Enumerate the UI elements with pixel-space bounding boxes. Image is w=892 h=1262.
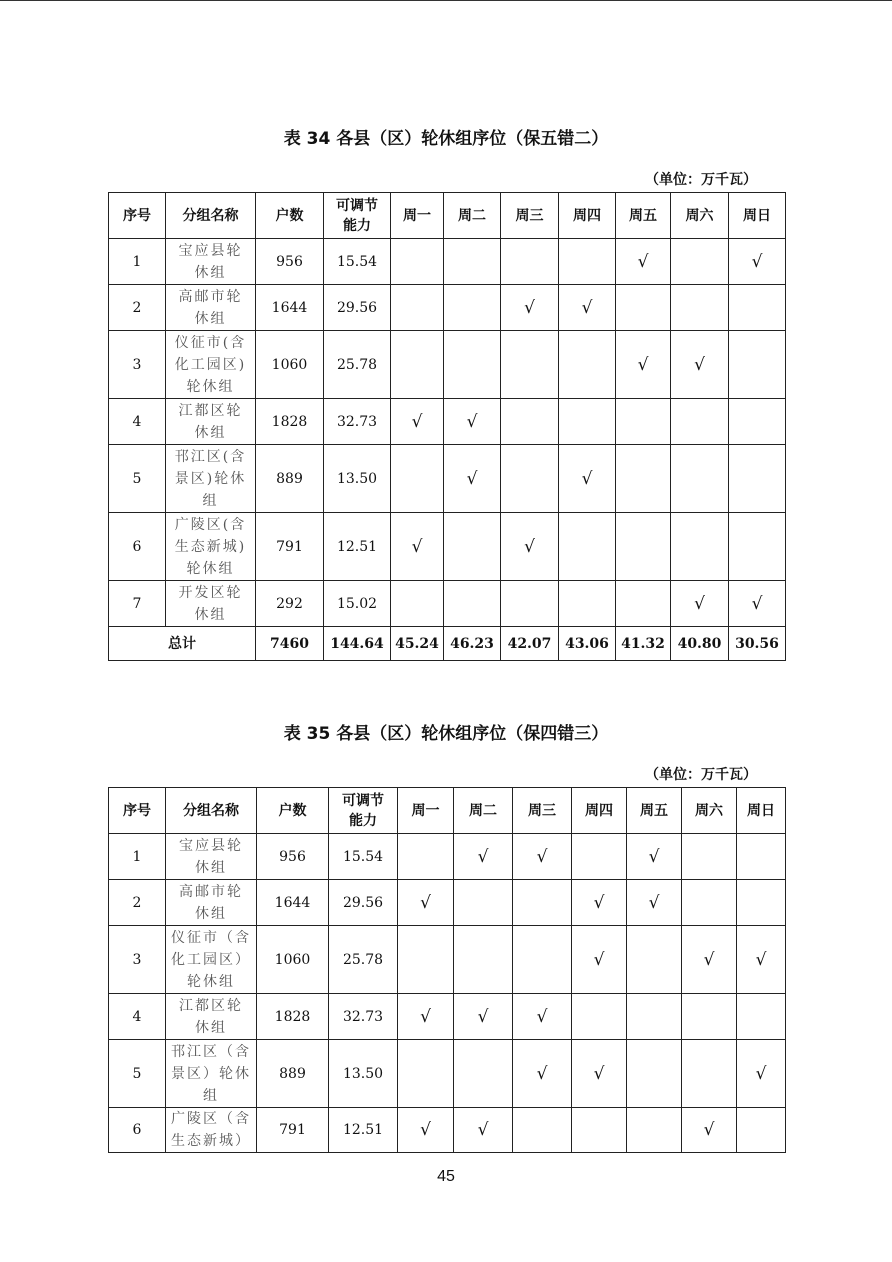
table-row [109, 239, 786, 285]
check-mark: √ [454, 834, 513, 880]
table-35 [108, 787, 786, 1153]
adjustable-capacity: 15.54 [324, 239, 391, 285]
check-mark: √ [616, 239, 671, 285]
group-name: 江都区轮 休组 [166, 399, 256, 445]
empty-day-cell [444, 581, 501, 627]
households: 1644 [257, 880, 329, 926]
empty-day-cell [398, 926, 454, 994]
group-name: 邗江区（含 景区）轮休 组 [166, 1040, 257, 1108]
empty-day-cell [398, 834, 454, 880]
empty-day-cell [627, 1108, 682, 1153]
empty-day-cell [501, 581, 559, 627]
group-name: 广陵区(含 生态新城) 轮休组 [166, 513, 256, 581]
row-number: 4 [109, 399, 166, 445]
column-header: 户数 [257, 788, 329, 834]
empty-day-cell [671, 513, 729, 581]
check-mark: √ [398, 1108, 454, 1153]
empty-day-cell [398, 1040, 454, 1108]
column-header: 周三 [513, 788, 572, 834]
empty-day-cell [454, 1040, 513, 1108]
total-day-value: 45.24 [391, 627, 444, 661]
row-number: 5 [109, 1040, 166, 1108]
adjustable-capacity: 32.73 [329, 994, 398, 1040]
empty-day-cell [572, 834, 627, 880]
empty-day-cell [444, 513, 501, 581]
check-mark: √ [444, 445, 501, 513]
row-number: 4 [109, 994, 166, 1040]
empty-day-cell [682, 1040, 737, 1108]
total-day-value: 42.07 [501, 627, 559, 661]
check-mark: √ [513, 994, 572, 1040]
empty-day-cell [729, 513, 786, 581]
empty-day-cell [572, 994, 627, 1040]
column-header: 周日 [737, 788, 786, 834]
table-row [109, 399, 786, 445]
empty-day-cell [627, 1040, 682, 1108]
empty-day-cell [444, 285, 501, 331]
empty-day-cell [391, 239, 444, 285]
group-name: 高邮市轮 休组 [166, 880, 257, 926]
empty-day-cell [729, 331, 786, 399]
empty-day-cell [444, 331, 501, 399]
households: 292 [256, 581, 324, 627]
group-name: 仪征市（含 化工园区） 轮休组 [166, 926, 257, 994]
table-34 [108, 192, 786, 661]
column-header: 序号 [109, 788, 166, 834]
empty-day-cell [501, 399, 559, 445]
total-households: 7460 [256, 627, 324, 661]
table-row [109, 581, 786, 627]
column-header: 周二 [454, 788, 513, 834]
total-day-value: 43.06 [559, 627, 616, 661]
empty-day-cell [729, 399, 786, 445]
column-header: 周一 [391, 193, 444, 239]
empty-day-cell [737, 834, 786, 880]
table-row [109, 834, 786, 880]
column-header: 周四 [559, 193, 616, 239]
group-name: 江都区轮 休组 [166, 994, 257, 1040]
table-35-unit: （单位：万千瓦） [645, 767, 757, 783]
group-name: 广陵区（含 生态新城） [166, 1108, 257, 1153]
row-number: 6 [109, 513, 166, 581]
check-mark: √ [391, 513, 444, 581]
empty-day-cell [559, 399, 616, 445]
table-row [109, 331, 786, 399]
check-mark: √ [682, 1108, 737, 1153]
group-name: 宝应县轮 休组 [166, 834, 257, 880]
households: 889 [257, 1040, 329, 1108]
row-number: 2 [109, 285, 166, 331]
group-name: 宝应县轮 休组 [166, 239, 256, 285]
empty-day-cell [572, 1108, 627, 1153]
households: 1060 [256, 331, 324, 399]
empty-day-cell [501, 445, 559, 513]
total-day-value: 41.32 [616, 627, 671, 661]
empty-day-cell [391, 445, 444, 513]
check-mark: √ [454, 1108, 513, 1153]
empty-day-cell [671, 239, 729, 285]
empty-day-cell [501, 331, 559, 399]
check-mark: √ [501, 513, 559, 581]
row-number: 3 [109, 926, 166, 994]
column-header: 序号 [109, 193, 166, 239]
empty-day-cell [513, 1108, 572, 1153]
empty-day-cell [454, 880, 513, 926]
column-header: 可调节 能力 [324, 193, 391, 239]
adjustable-capacity: 12.51 [324, 513, 391, 581]
check-mark: √ [454, 994, 513, 1040]
empty-day-cell [627, 994, 682, 1040]
check-mark: √ [559, 445, 616, 513]
table-row [109, 445, 786, 513]
adjustable-capacity: 29.56 [329, 880, 398, 926]
adjustable-capacity: 13.50 [329, 1040, 398, 1108]
empty-day-cell [671, 399, 729, 445]
empty-day-cell [616, 581, 671, 627]
column-header: 周三 [501, 193, 559, 239]
column-header: 周四 [572, 788, 627, 834]
adjustable-capacity: 25.78 [329, 926, 398, 994]
table-35-title: 表 35 各县（区）轮休组序位（保四错三） [283, 724, 609, 744]
check-mark: √ [729, 239, 786, 285]
empty-day-cell [729, 445, 786, 513]
empty-day-cell [559, 513, 616, 581]
row-number: 1 [109, 834, 166, 880]
households: 1060 [257, 926, 329, 994]
column-header: 周六 [682, 788, 737, 834]
empty-day-cell [616, 285, 671, 331]
group-name: 开发区轮 休组 [166, 581, 256, 627]
row-number: 6 [109, 1108, 166, 1153]
empty-day-cell [737, 1108, 786, 1153]
table-34-unit: （单位：万千瓦） [645, 172, 757, 188]
check-mark: √ [572, 926, 627, 994]
adjustable-capacity: 15.54 [329, 834, 398, 880]
column-header: 周五 [616, 193, 671, 239]
adjustable-capacity: 12.51 [329, 1108, 398, 1153]
empty-day-cell [682, 880, 737, 926]
check-mark: √ [398, 880, 454, 926]
column-header: 周六 [671, 193, 729, 239]
empty-day-cell [513, 926, 572, 994]
table-row [109, 1108, 786, 1153]
adjustable-capacity: 32.73 [324, 399, 391, 445]
households: 889 [256, 445, 324, 513]
empty-day-cell [737, 994, 786, 1040]
check-mark: √ [513, 1040, 572, 1108]
total-day-value: 40.80 [671, 627, 729, 661]
empty-day-cell [627, 926, 682, 994]
empty-day-cell [391, 285, 444, 331]
empty-day-cell [513, 880, 572, 926]
empty-day-cell [616, 445, 671, 513]
table-row [109, 926, 786, 994]
group-name: 邗江区(含 景区)轮休 组 [166, 445, 256, 513]
empty-day-cell [671, 445, 729, 513]
column-header: 周五 [627, 788, 682, 834]
empty-day-cell [391, 331, 444, 399]
adjustable-capacity: 25.78 [324, 331, 391, 399]
page-top-border [0, 0, 892, 1]
column-header: 周二 [444, 193, 501, 239]
households: 791 [257, 1108, 329, 1153]
check-mark: √ [513, 834, 572, 880]
page-number: 45 [437, 1168, 455, 1185]
empty-day-cell [559, 581, 616, 627]
check-mark: √ [559, 285, 616, 331]
empty-day-cell [729, 285, 786, 331]
empty-day-cell [737, 880, 786, 926]
row-number: 7 [109, 581, 166, 627]
table-row [109, 1040, 786, 1108]
total-label: 总计 [109, 627, 256, 661]
group-name: 高邮市轮 休组 [166, 285, 256, 331]
table-34-title: 表 34 各县（区）轮休组序位（保五错二） [283, 129, 609, 149]
column-header: 周日 [729, 193, 786, 239]
check-mark: √ [737, 1040, 786, 1108]
adjustable-capacity: 29.56 [324, 285, 391, 331]
check-mark: √ [671, 581, 729, 627]
column-header: 周一 [398, 788, 454, 834]
adjustable-capacity: 13.50 [324, 445, 391, 513]
empty-day-cell [682, 834, 737, 880]
empty-day-cell [444, 239, 501, 285]
check-mark: √ [444, 399, 501, 445]
households: 956 [256, 239, 324, 285]
table-row [109, 513, 786, 581]
check-mark: √ [627, 834, 682, 880]
empty-day-cell [616, 399, 671, 445]
total-capacity: 144.64 [324, 627, 391, 661]
check-mark: √ [391, 399, 444, 445]
column-header: 可调节 能力 [329, 788, 398, 834]
total-row [109, 627, 786, 661]
total-day-value: 30.56 [729, 627, 786, 661]
households: 1828 [256, 399, 324, 445]
empty-day-cell [616, 513, 671, 581]
empty-day-cell [501, 239, 559, 285]
check-mark: √ [737, 926, 786, 994]
check-mark: √ [627, 880, 682, 926]
row-number: 1 [109, 239, 166, 285]
total-day-value: 46.23 [444, 627, 501, 661]
empty-day-cell [391, 581, 444, 627]
column-header: 户数 [256, 193, 324, 239]
check-mark: √ [572, 1040, 627, 1108]
households: 1828 [257, 994, 329, 1040]
check-mark: √ [398, 994, 454, 1040]
empty-day-cell [671, 285, 729, 331]
households: 791 [256, 513, 324, 581]
check-mark: √ [572, 880, 627, 926]
check-mark: √ [501, 285, 559, 331]
empty-day-cell [559, 331, 616, 399]
column-header: 分组名称 [166, 788, 257, 834]
row-number: 2 [109, 880, 166, 926]
check-mark: √ [729, 581, 786, 627]
table-row [109, 880, 786, 926]
households: 1644 [256, 285, 324, 331]
group-name: 仪征市(含 化工园区) 轮休组 [166, 331, 256, 399]
check-mark: √ [671, 331, 729, 399]
table-row [109, 994, 786, 1040]
empty-day-cell [682, 994, 737, 1040]
header-row [109, 193, 786, 239]
adjustable-capacity: 15.02 [324, 581, 391, 627]
check-mark: √ [682, 926, 737, 994]
empty-day-cell [454, 926, 513, 994]
check-mark: √ [616, 331, 671, 399]
header-row [109, 788, 786, 834]
row-number: 5 [109, 445, 166, 513]
table-row [109, 285, 786, 331]
empty-day-cell [559, 239, 616, 285]
row-number: 3 [109, 331, 166, 399]
column-header: 分组名称 [166, 193, 256, 239]
households: 956 [257, 834, 329, 880]
